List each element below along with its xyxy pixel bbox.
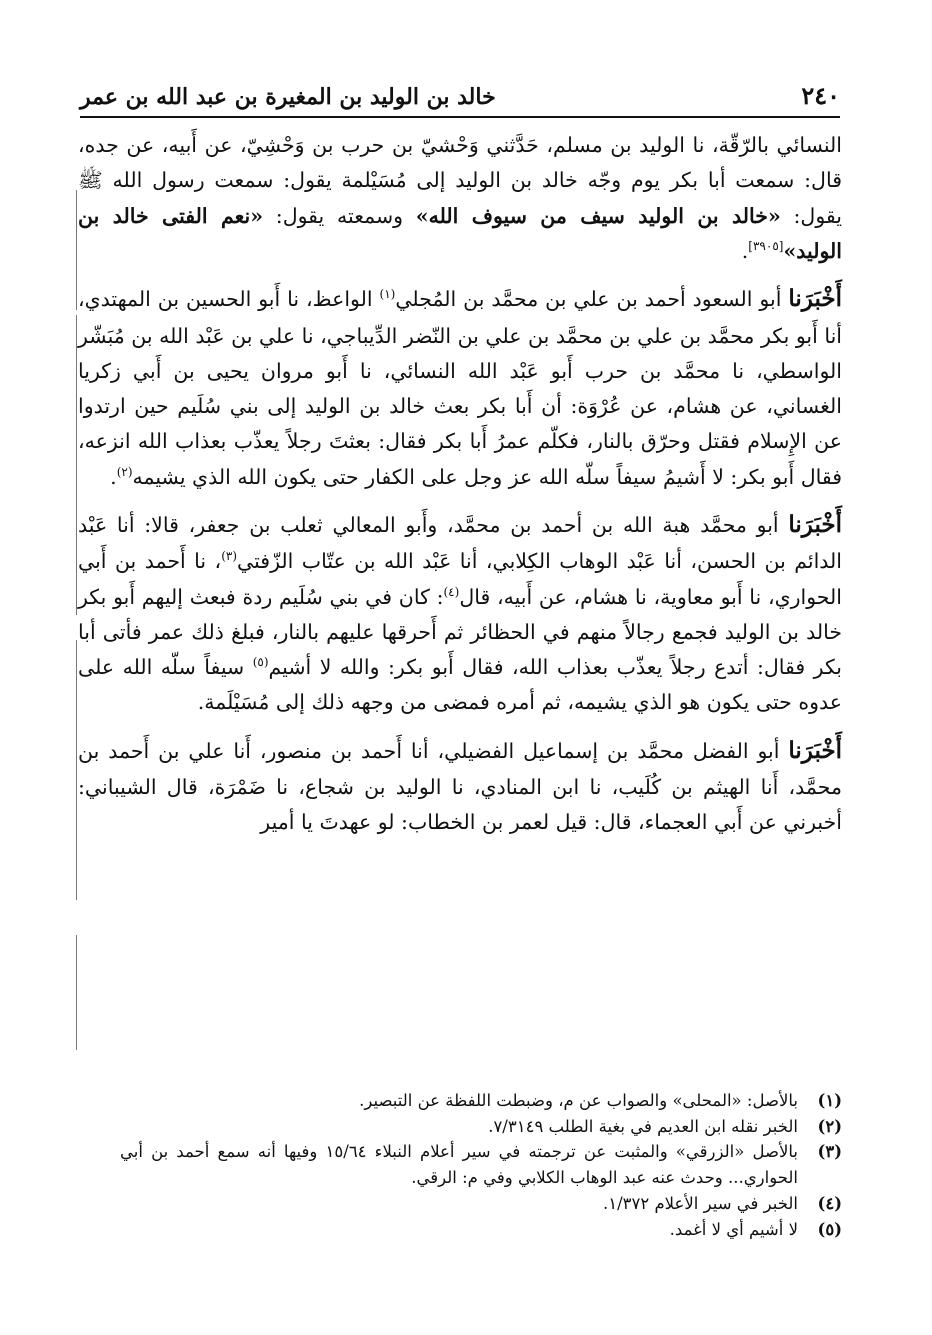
footnote-label: (٤)	[817, 1193, 842, 1213]
footnote-label: (٣)	[817, 1142, 842, 1162]
main-text	[78, 128, 842, 1060]
margin-rule	[76, 315, 77, 615]
footnote-text: الخبر في سير الأعلام ١/٣٧٢.	[602, 1193, 798, 1213]
reference-number: [٣٩٠٥]	[748, 238, 784, 253]
footnote-ref: (٤)	[443, 584, 460, 599]
footnote-item	[120, 1139, 842, 1190]
margin-rule	[76, 190, 77, 310]
isnad-marker: أَخْبَرَنا	[788, 736, 842, 764]
margin-rule	[76, 935, 77, 1050]
footnote-text: الخبر نقله ابن العديم في بغية الطلب ٧/٣١٤٩.	[488, 1116, 798, 1136]
footnote-ref: (٢)	[116, 464, 133, 479]
footnote-item	[120, 1217, 842, 1243]
footnote-text: بالأصل «الزرقي» والمثبت عن ترجمته في سير أعلام النبلاء ١٥/٦٤ وفيها أنه سمع أحمد بن أبي الحواري... وحدث عنه عبد الوهاب الكلابي وفي م: الرقي.	[120, 1142, 798, 1188]
text-run: النسائي بالرّقّة، نا الوليد بن مسلم، حَدَّثني وَحْشيّ بن حرب بن وَحْشِيّ، عن أَبيه، عن جده، قال: سمعت أبا بكر يوم وجّه خالد بن الوليد إلى مُسَيْلمة يقول: سمعت رسول الله ﷺ يقول:	[78, 133, 842, 228]
page-number: ٢٤٠	[801, 81, 840, 110]
text-run: .	[741, 238, 749, 263]
footnote-ref: (٣)	[221, 549, 238, 564]
text-run: .	[110, 464, 117, 489]
paragraph-2	[78, 279, 842, 495]
text-run: أبو السعود أحمد بن علي بن محمَّد بن المُجلي	[395, 287, 789, 311]
footnote-item	[120, 1191, 842, 1217]
footnote-item	[120, 1114, 842, 1140]
text-run: وسمعته يقول:	[263, 203, 416, 228]
paragraph-3	[78, 505, 842, 721]
footnote-label: (٥)	[817, 1219, 842, 1239]
hadith-quote: «نعم الفتى خالد بن الوليد»	[78, 203, 842, 263]
hadith-quote: «خالد بن الوليد سيف من سيوف الله»	[415, 203, 781, 228]
text-run: أبو محمَّد هبة الله بن أحمد بن محمَّد، وأَبو المعالي ثعلب بن جعفر، قالا: أنا عَبْد الدائم بن الحسن، أنا عَبْد الوهاب الكِلابي، أنا عَبْد الله بن عتّاب الزّفتي	[78, 512, 842, 574]
footnote-ref: (٥)	[252, 655, 269, 670]
paragraph-1	[78, 128, 842, 269]
text-run: الواعظ، نا أَبو الحسين بن المهتدي، أنا أَبو بكر محمَّد بن علي بن محمَّد بن علي بن النّضر الدِّيباجي، نا علي بن عَبْد الله بن مُبَشّر الواسطي، نا محمَّد بن حرب أَبو عَبْد الله النسائي، نا أَبو مروان يحيى بن أَبي زكريا الغساني، عن هشام، عن عُرْوَة: أن أَبا بكر بعث خالد بن الوليد إلى بني سُلَيم حين ارتدوا عن الإِسلام فقتل وحرّق بالنار، فكلّم عمرُ أَبا بكر فقال: بعثتَ رجلاً يعذّب بعذاب الله انزعه، فقال أَبو بكر: لا أَشيمُ سيفاً سلّه الله عز وجل على الكفار حتى يكون الله الذي يشيمه	[78, 287, 842, 489]
page-header	[80, 70, 840, 118]
isnad-marker: أَخْبَرَنا	[788, 510, 842, 538]
footnote-text: بالأصل: «المحلى» والصواب عن م، وضبطت اللفظة عن التبصير.	[359, 1091, 798, 1110]
text-run: : كان في بني سُلَيم ردة فبعث إليهم أَبو بكر خالد بن الوليد فجمع رجالاً منهم في الحظائر ثم أَحرقها عليهم بالنار، فبلغ ذلك عمر فأتى أبا بكر فقال: أتدع رجلاً يعذّب بعذاب الله، فقال أَبو بكر: والله لا أشيم	[78, 584, 842, 680]
text-run: أبو الفضل محمَّد بن إسماعيل الفضيلي، أنا أَحمد بن منصور، أَنا علي بن أَحمد بن محمَّد، أَنا الهيثم بن كُلَيب، نا ابن المنادي، نا الوليد بن شجاع، نا ضَمْرَة، قال الشيباني: أخبرني عن أَبي العجماء، قال: قيل لعمر بن الخطاب: لو عهدتَ يا أمير	[78, 738, 842, 835]
footnote-label: (٢)	[817, 1116, 842, 1136]
footnote-text: لا أشيم أي لا أغمد.	[669, 1219, 798, 1239]
running-head: خالد بن الوليد بن المغيرة بن عبد الله بن عمر	[80, 84, 496, 110]
footnote-item	[120, 1088, 842, 1114]
paragraph-4	[78, 731, 842, 841]
margin-rule	[76, 640, 77, 900]
footnote-ref: (١)	[379, 287, 396, 302]
text-run: ، نا أَحمد بن أَبي الحواري، نا أَبو معاوية، نا هشام، عن أَبيه، قال	[78, 549, 842, 609]
text-run: سيفاً سلّه الله على عدوه حتى يكون هو الذي يشيمه، ثم أمره فمضى من وجهه ذلك إلى مُسَيْلَمة.	[78, 655, 842, 715]
footnote-label: (١)	[817, 1091, 842, 1110]
isnad-marker: أَخْبَرَنا	[788, 285, 842, 312]
footnotes	[120, 1088, 842, 1288]
